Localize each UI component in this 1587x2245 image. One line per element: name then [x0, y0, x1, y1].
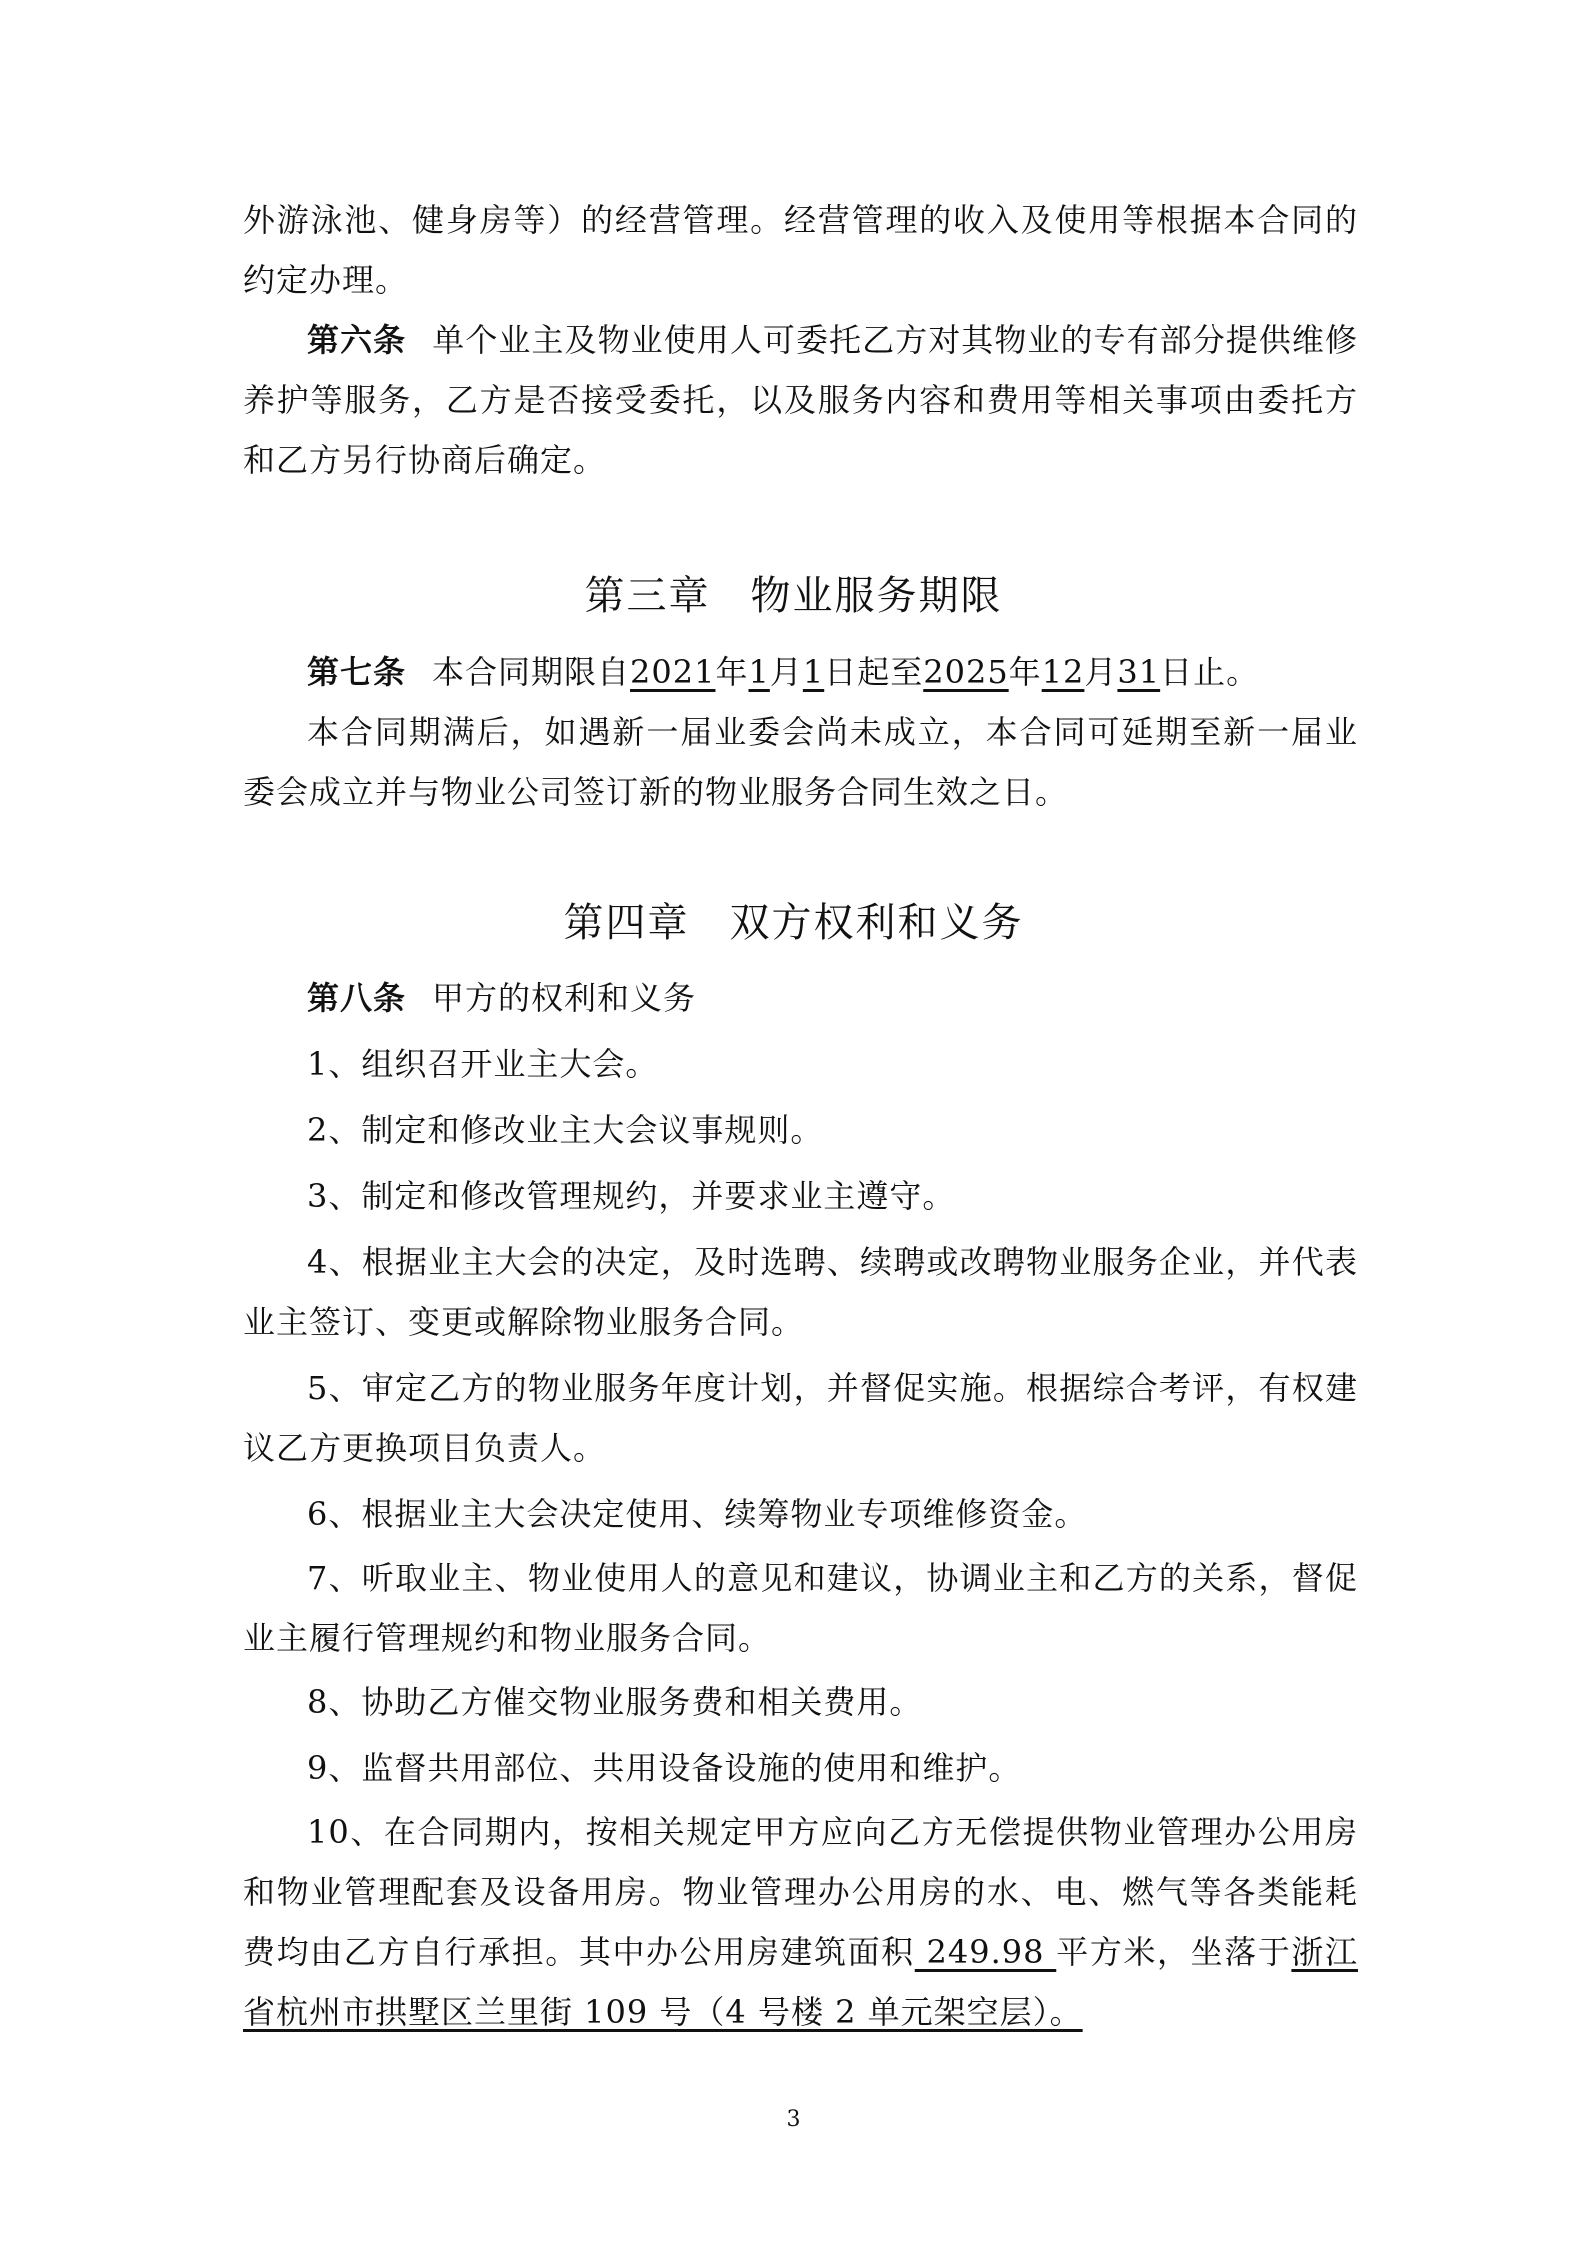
list-item: [243, 1738, 1358, 1798]
list-item-text: 平方米，坐落于: [1056, 1933, 1292, 1971]
list-item-text: 4、根据业主大会的决定，及时选聘、续聘或改聘物业服务企业，并代表业主签订、变更或解除物业服务合同。: [243, 1243, 1358, 1341]
list-item-10: [243, 1802, 1358, 2042]
office-area: 249.98: [914, 1933, 1057, 1971]
page-number: 3: [786, 2107, 801, 2132]
list-item: [243, 1166, 1358, 1226]
list-item-text: 5、审定乙方的物业服务年度计划，并督促实施。根据综合考评，有权建议乙方更换项目负责人。: [243, 1369, 1358, 1467]
article-8: [243, 968, 1358, 1028]
list-item: [243, 1672, 1358, 1732]
article-7: [243, 642, 1358, 702]
list-item: [243, 1358, 1358, 1478]
list-item-text: 3、制定和修改管理规约，并要求业主遵守。: [307, 1177, 956, 1215]
chapter-title: 物业服务期限: [750, 573, 1003, 619]
list-item-text: 6、根据业主大会决定使用、续筹物业专项维修资金。: [307, 1495, 1088, 1533]
list-item: [243, 1484, 1358, 1544]
article-label: 第七条: [307, 653, 407, 691]
article-label: 第八条: [307, 979, 407, 1017]
end-month: 12: [1041, 653, 1085, 691]
list-item: [243, 1232, 1358, 1352]
end-day: 31: [1117, 653, 1161, 691]
list-item-text: 9、监督共用部位、共用设备设施的使用和维护。: [307, 1749, 1022, 1787]
start-month: 1: [748, 653, 770, 691]
list-item-text: 7、听取业主、物业使用人的意见和建议，协调业主和乙方的关系，督促业主履行管理规约和物业服务合同。: [243, 1559, 1358, 1657]
list-item: [243, 1034, 1358, 1094]
article-text: 日起至: [824, 653, 924, 691]
chapter-label: 第四章: [563, 900, 690, 946]
list-item-text: 1、组织召开业主大会。: [307, 1045, 659, 1083]
paragraph-continuation: [243, 190, 1358, 310]
paragraph-text: 外游泳池、健身房等）的经营管理。经营管理的收入及使用等根据本合同的约定办理。: [243, 201, 1358, 299]
article-text: 本合同期限自: [432, 653, 631, 691]
year-unit: 年: [715, 653, 749, 691]
list-item-text: 2、制定和修改业主大会议事规则。: [307, 1111, 824, 1149]
article-6: [243, 310, 1358, 490]
chapter-4-heading: [0, 895, 1587, 951]
start-day: 1: [802, 653, 825, 691]
office-location: 浙江省杭州市拱墅区兰里街 109 号（4 号楼 2 单元架空层）。: [243, 1933, 1358, 2031]
chapter-label: 第三章: [584, 573, 711, 619]
list-item-text: 8、协助乙方催交物业服务费和相关费用。: [307, 1683, 923, 1721]
list-item: [243, 1548, 1358, 1668]
month-unit: 月: [1084, 653, 1118, 691]
year-unit: 年: [1008, 653, 1042, 691]
list-item-text: 10、在合同期内，按相关规定甲方应向乙方无偿提供物业管理办公用房和物业管理配套及设备用房。物业管理办公用房的水、电、燃气等各类能耗费均由乙方自行承担。其中办公用房建筑面积: [243, 1813, 1358, 1971]
start-year: 2021: [630, 653, 716, 691]
list-item: [243, 1100, 1358, 1160]
article-text: 单个业主及物业使用人可委托乙方对其物业的专有部分提供维修养护等服务，乙方是否接受委托，以及服务内容和费用等相关事项由委托方和乙方另行协商后确定。: [243, 321, 1358, 479]
paragraph-text: 本合同期满后，如遇新一届业委会尚未成立，本合同可延期至新一届业委会成立并与物业公司签订新的物业服务合同生效之日。: [243, 713, 1358, 811]
article-label: 第六条: [307, 321, 407, 359]
chapter-3-heading: [0, 568, 1587, 624]
article-text: 日止。: [1160, 653, 1260, 691]
end-year: 2025: [923, 653, 1009, 691]
article-7-extension: [243, 702, 1358, 822]
article-title: 甲方的权利和义务: [432, 979, 697, 1017]
month-unit: 月: [769, 653, 803, 691]
chapter-title: 双方权利和义务: [729, 900, 1024, 946]
